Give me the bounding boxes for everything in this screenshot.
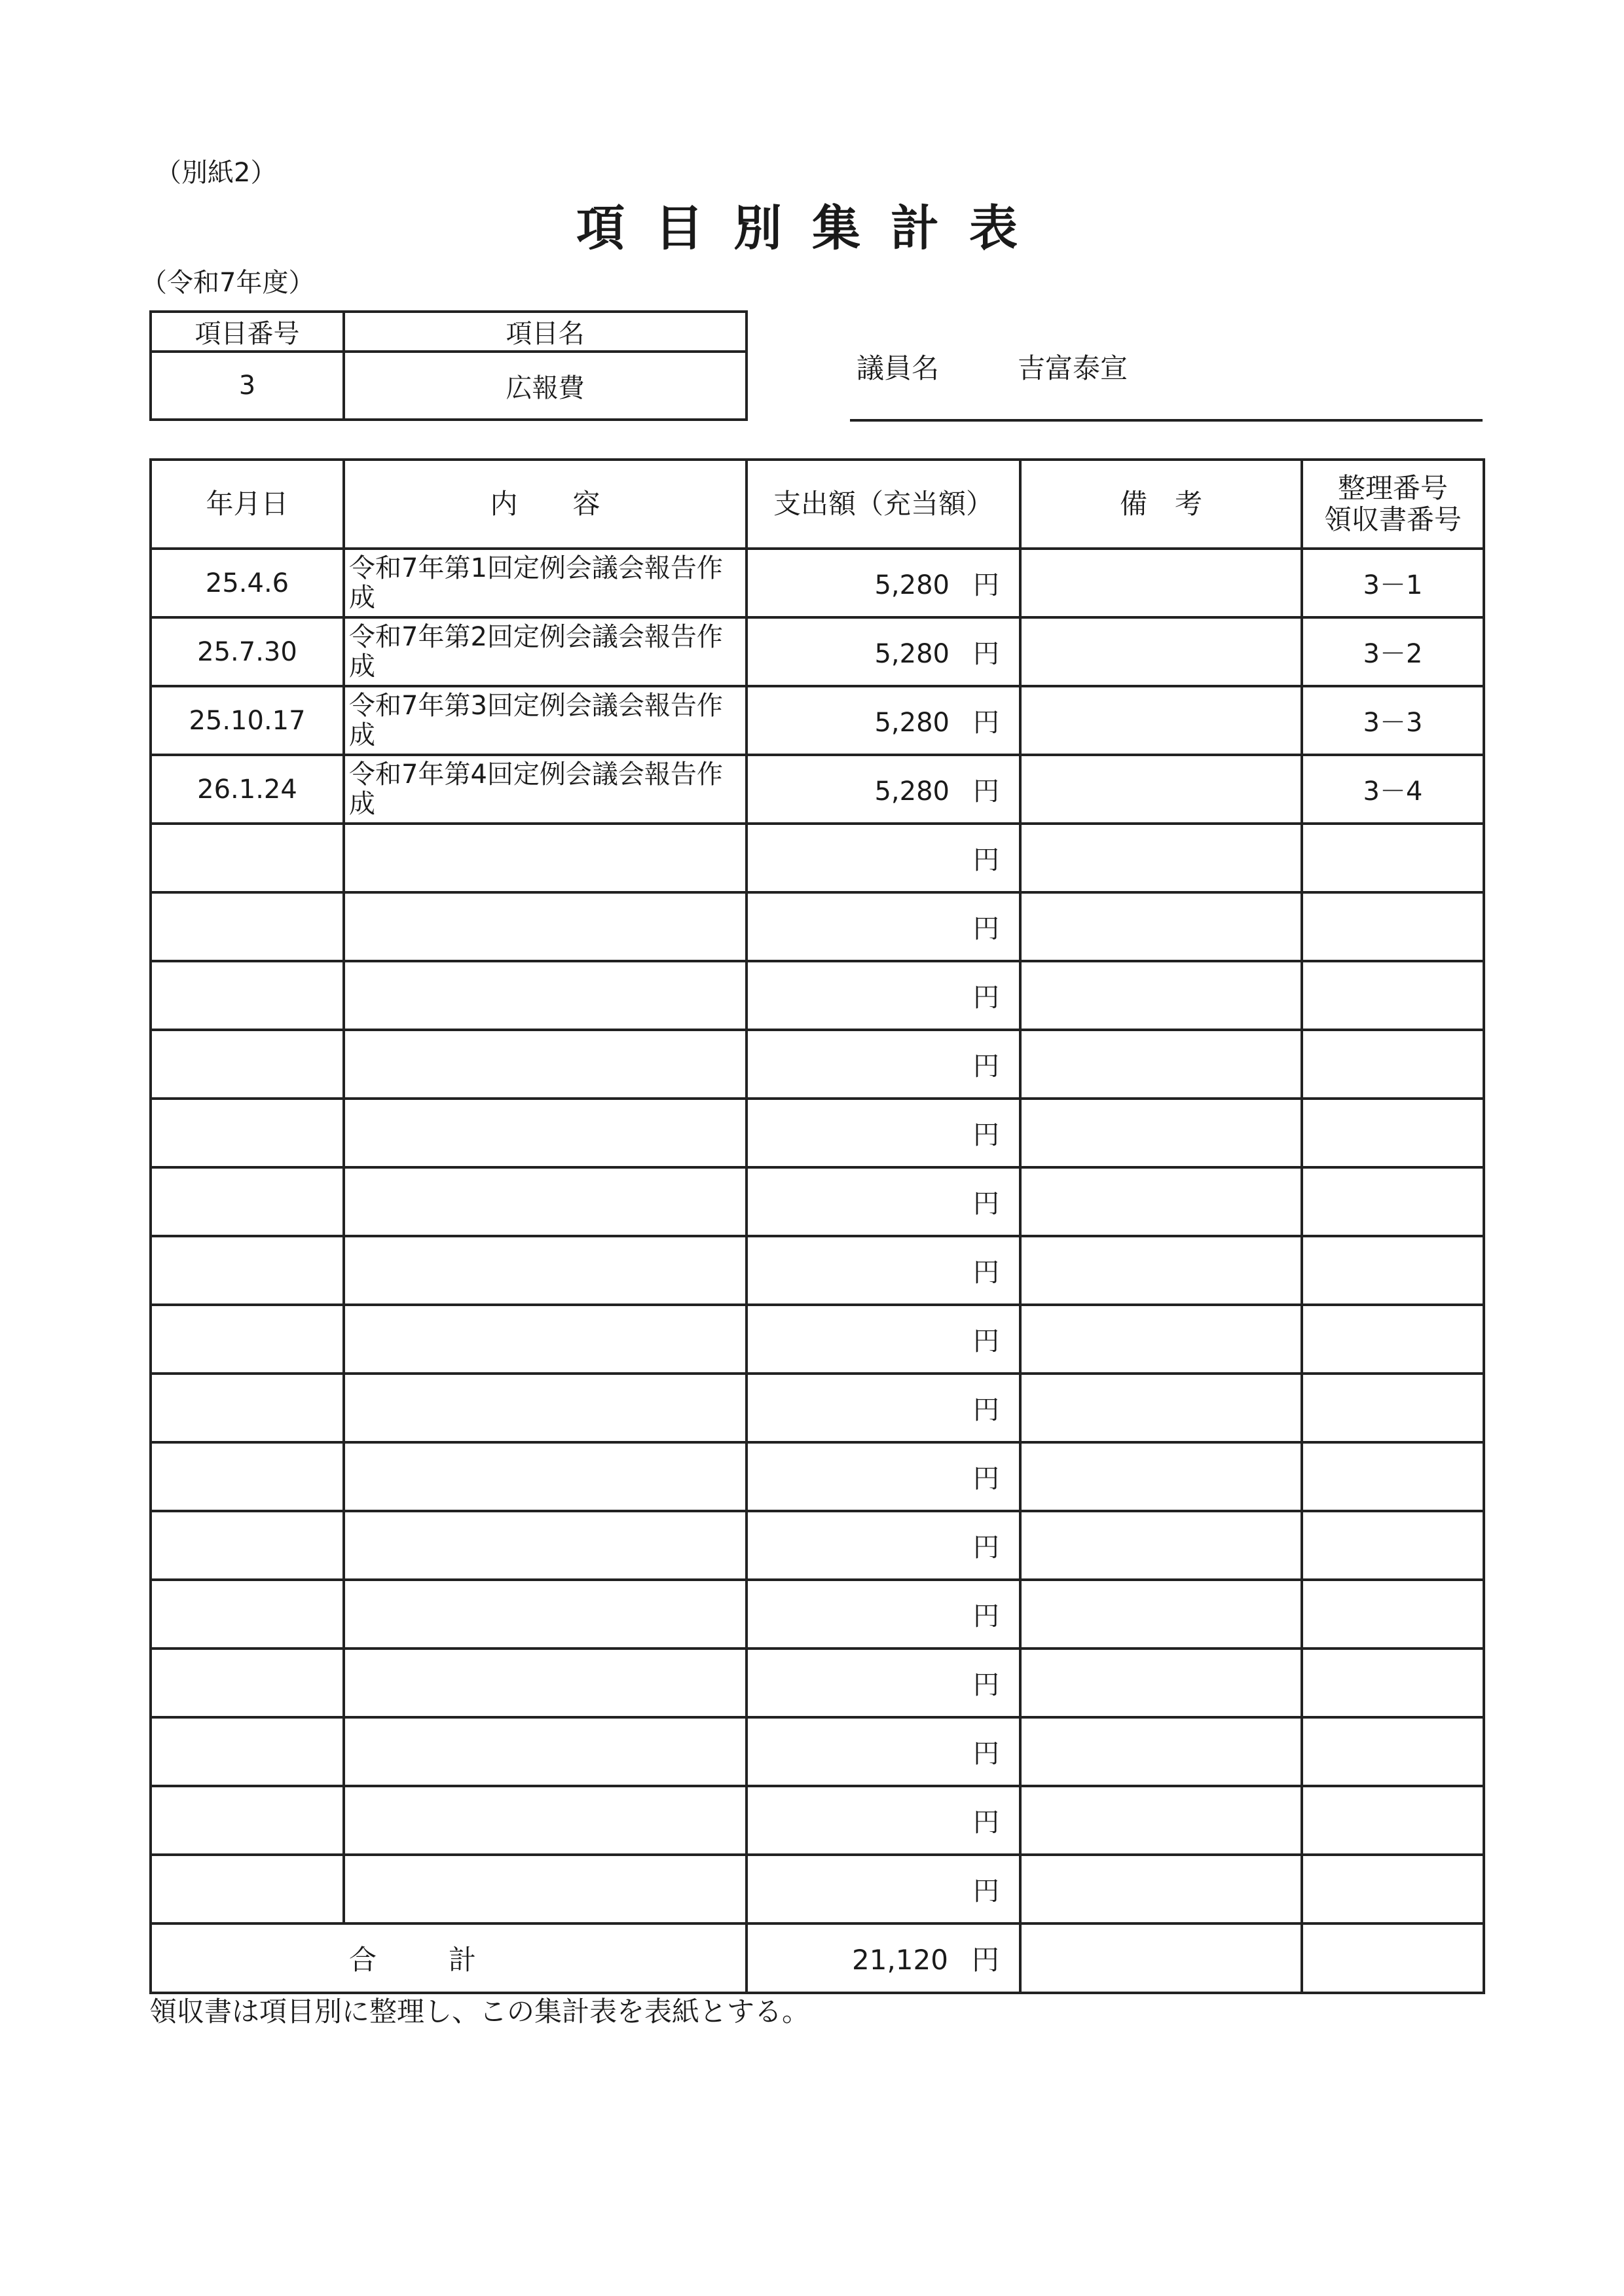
row-yen: 円	[973, 1189, 999, 1219]
row-description	[344, 1717, 747, 1786]
row-date: 26.1.24	[151, 755, 344, 824]
row-date: 25.7.30	[151, 617, 344, 686]
row-date	[151, 1442, 344, 1511]
row-description	[344, 1374, 747, 1442]
total-amount-cell	[747, 1923, 1020, 1993]
total-label: 合計	[151, 1923, 747, 1993]
row-description	[344, 1786, 747, 1855]
row-amount-cell	[747, 892, 1020, 961]
row-yen: 円	[973, 1533, 999, 1563]
col-ref-line2: 領収書番号	[1323, 503, 1462, 536]
table-row	[151, 1649, 1484, 1717]
row-yen: 円	[973, 776, 999, 807]
row-remarks	[1020, 1442, 1302, 1511]
row-amount-cell	[747, 549, 1020, 617]
row-yen: 円	[973, 983, 999, 1013]
row-date	[151, 1511, 344, 1580]
row-ref	[1302, 1649, 1484, 1717]
row-ref	[1302, 1442, 1484, 1511]
col-ref-line1: 整理番号	[1337, 471, 1448, 504]
row-remarks	[1020, 1236, 1302, 1305]
total-yen: 円	[971, 1944, 999, 1976]
row-remarks	[1020, 617, 1302, 686]
row-description	[344, 1649, 747, 1717]
table-row	[151, 1099, 1484, 1167]
row-description	[344, 961, 747, 1030]
row-amount-cell	[747, 1717, 1020, 1786]
row-remarks	[1020, 1855, 1302, 1923]
table-row	[151, 549, 1484, 617]
row-amount-cell	[747, 1099, 1020, 1167]
row-date	[151, 824, 344, 892]
row-yen: 円	[973, 570, 999, 600]
row-remarks	[1020, 1580, 1302, 1649]
row-description	[344, 1855, 747, 1923]
row-yen: 円	[973, 1876, 999, 1906]
row-yen: 円	[973, 1326, 999, 1357]
row-date	[151, 1786, 344, 1855]
row-remarks	[1020, 549, 1302, 617]
item-name-header: 項目名	[344, 312, 747, 352]
row-amount-cell	[747, 1580, 1020, 1649]
table-row	[151, 824, 1484, 892]
row-amount-cell	[747, 1855, 1020, 1923]
row-amount-cell	[747, 1236, 1020, 1305]
table-row	[151, 1167, 1484, 1236]
member-label: 議員名	[857, 352, 940, 384]
member-underline	[850, 419, 1483, 422]
member-block	[857, 347, 1128, 386]
row-amount: 5,280	[874, 708, 950, 738]
row-yen: 円	[973, 1464, 999, 1494]
row-ref: 3－4	[1302, 755, 1484, 824]
row-yen: 円	[973, 1670, 999, 1700]
expense-table	[149, 458, 1485, 1994]
row-amount-cell	[747, 1511, 1020, 1580]
annex-label: （別紙2）	[155, 158, 277, 188]
row-amount: 5,280	[874, 570, 950, 600]
total-amount: 21,120	[852, 1944, 948, 1976]
col-date: 年月日	[151, 460, 344, 549]
row-description	[344, 1305, 747, 1374]
row-remarks	[1020, 961, 1302, 1030]
row-ref	[1302, 961, 1484, 1030]
row-ref	[1302, 1305, 1484, 1374]
row-yen: 円	[973, 1395, 999, 1425]
item-table	[149, 310, 748, 421]
row-date	[151, 1374, 344, 1442]
row-ref: 3－2	[1302, 617, 1484, 686]
row-remarks	[1020, 1374, 1302, 1442]
row-remarks	[1020, 824, 1302, 892]
col-remarks: 備 考	[1020, 460, 1302, 549]
total-remarks	[1020, 1923, 1302, 1993]
row-description	[344, 892, 747, 961]
row-ref	[1302, 1167, 1484, 1236]
row-remarks	[1020, 1717, 1302, 1786]
row-description	[344, 1236, 747, 1305]
row-remarks	[1020, 686, 1302, 755]
row-amount-cell	[747, 961, 1020, 1030]
row-yen: 円	[973, 1808, 999, 1838]
table-row	[151, 1442, 1484, 1511]
footer-note: 領収書は項目別に整理し、この集計表を表紙とする。	[149, 1995, 810, 2028]
row-date	[151, 892, 344, 961]
row-date	[151, 1305, 344, 1374]
row-ref	[1302, 1374, 1484, 1442]
table-row	[151, 755, 1484, 824]
row-remarks	[1020, 1305, 1302, 1374]
row-description	[344, 1167, 747, 1236]
row-yen: 円	[973, 708, 999, 738]
row-ref	[1302, 1855, 1484, 1923]
row-description	[344, 1580, 747, 1649]
row-amount: 5,280	[874, 639, 950, 669]
table-row	[151, 686, 1484, 755]
table-row	[151, 961, 1484, 1030]
row-remarks	[1020, 1511, 1302, 1580]
row-ref	[1302, 1099, 1484, 1167]
row-yen: 円	[973, 1258, 999, 1288]
row-ref	[1302, 1580, 1484, 1649]
item-name: 広報費	[344, 352, 747, 420]
row-yen: 円	[973, 914, 999, 944]
row-ref	[1302, 1786, 1484, 1855]
row-yen: 円	[973, 845, 999, 875]
table-row	[151, 1786, 1484, 1855]
row-description	[344, 824, 747, 892]
row-remarks	[1020, 1167, 1302, 1236]
row-amount-cell	[747, 1167, 1020, 1236]
row-date	[151, 1855, 344, 1923]
table-row	[151, 892, 1484, 961]
row-amount-cell	[747, 1786, 1020, 1855]
row-date	[151, 961, 344, 1030]
fiscal-year: （令和7年度）	[141, 268, 315, 298]
item-number-header: 項目番号	[151, 312, 344, 352]
table-row	[151, 1717, 1484, 1786]
row-yen: 円	[973, 1601, 999, 1631]
row-amount-cell	[747, 1649, 1020, 1717]
row-amount-cell	[747, 1442, 1020, 1511]
row-description	[344, 1442, 747, 1511]
row-yen: 円	[973, 639, 999, 669]
row-date	[151, 1580, 344, 1649]
row-ref	[1302, 1717, 1484, 1786]
row-ref: 3－3	[1302, 686, 1484, 755]
row-amount-cell	[747, 1305, 1020, 1374]
row-description: 令和7年第4回定例会議会報告作成	[344, 755, 747, 824]
col-content: 内 容	[344, 460, 747, 549]
table-row	[151, 1855, 1484, 1923]
row-date	[151, 1167, 344, 1236]
row-ref	[1302, 824, 1484, 892]
table-row	[151, 617, 1484, 686]
item-number: 3	[151, 352, 344, 420]
row-date: 25.10.17	[151, 686, 344, 755]
row-date	[151, 1717, 344, 1786]
row-remarks	[1020, 1030, 1302, 1099]
row-remarks	[1020, 892, 1302, 961]
table-row	[151, 1511, 1484, 1580]
row-description	[344, 1511, 747, 1580]
row-amount-cell	[747, 1374, 1020, 1442]
row-date	[151, 1236, 344, 1305]
row-ref	[1302, 892, 1484, 961]
row-remarks	[1020, 1786, 1302, 1855]
total-ref	[1302, 1923, 1484, 1993]
row-ref	[1302, 1511, 1484, 1580]
row-date	[151, 1649, 344, 1717]
row-yen: 円	[973, 1051, 999, 1082]
row-amount-cell	[747, 686, 1020, 755]
header-row	[151, 460, 1484, 549]
row-date	[151, 1030, 344, 1099]
row-amount-cell	[747, 617, 1020, 686]
row-date: 25.4.6	[151, 549, 344, 617]
row-amount-cell	[747, 755, 1020, 824]
row-ref	[1302, 1236, 1484, 1305]
row-date	[151, 1099, 344, 1167]
table-row	[151, 1580, 1484, 1649]
table-row	[151, 1305, 1484, 1374]
row-remarks	[1020, 755, 1302, 824]
row-description	[344, 1099, 747, 1167]
row-description: 令和7年第1回定例会議会報告作成	[344, 549, 747, 617]
row-yen: 円	[973, 1120, 999, 1150]
row-remarks	[1020, 1099, 1302, 1167]
row-amount-cell	[747, 824, 1020, 892]
row-description	[344, 1030, 747, 1099]
col-amount: 支出額（充当額）	[747, 460, 1020, 549]
row-ref	[1302, 1030, 1484, 1099]
member-name: 吉富泰宣	[1018, 352, 1128, 384]
table-row	[151, 1374, 1484, 1442]
row-yen: 円	[973, 1739, 999, 1769]
row-description: 令和7年第3回定例会議会報告作成	[344, 686, 747, 755]
row-amount: 5,280	[874, 776, 950, 807]
table-row	[151, 1030, 1484, 1099]
table-row	[151, 1236, 1484, 1305]
col-ref	[1302, 460, 1484, 549]
row-remarks	[1020, 1649, 1302, 1717]
row-amount-cell	[747, 1030, 1020, 1099]
total-row	[151, 1923, 1484, 1993]
page-title: 項目別集計表	[576, 200, 1048, 257]
row-description: 令和7年第2回定例会議会報告作成	[344, 617, 747, 686]
row-ref: 3－1	[1302, 549, 1484, 617]
